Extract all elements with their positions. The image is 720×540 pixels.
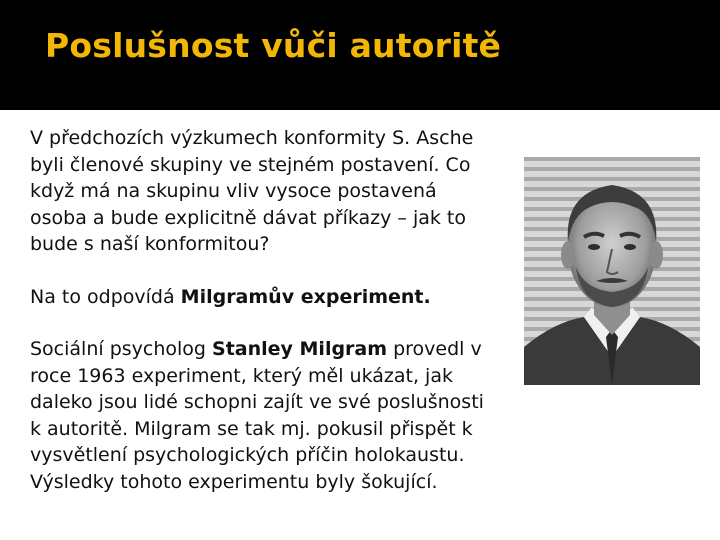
text-line: když má na skupinu vliv vysoce postavená	[30, 180, 437, 202]
slide-title: Poslušnost vůči autoritě	[45, 26, 502, 65]
text-fragment: Sociální psycholog	[30, 338, 213, 360]
answer-text: Na to odpovídá	[30, 285, 181, 308]
portrait-photo	[524, 157, 700, 385]
slide-body	[30, 125, 520, 521]
title-bar	[0, 0, 720, 110]
portrait-photo-icon	[524, 157, 700, 385]
text-fragment: provedl v	[387, 338, 482, 360]
paragraph-milgram	[30, 336, 520, 495]
text-line: k autoritě. Milgram se tak mj. pokusil přispět k	[30, 417, 473, 440]
text-line: bude s naší konformitou?	[30, 233, 270, 255]
paragraph-answer	[30, 284, 520, 311]
text-line: vysvětlení psychologických příčin holokaustu.	[30, 444, 465, 466]
text-line	[30, 284, 520, 311]
text-line: osoba a bude explicitně dávat příkazy – jak to	[30, 206, 467, 229]
experiment-name: Milgramův experiment.	[180, 285, 431, 308]
text-line: byli členové skupiny ve stejném postavení. Co	[30, 153, 471, 176]
paragraph-intro	[30, 125, 520, 258]
text-line: V předchozích výzkumech konformity S. Asche	[30, 127, 474, 149]
person-name: Stanley Milgram	[212, 338, 388, 360]
text-line: daleko jsou lidé schopni zajít ve své poslušnosti	[30, 391, 484, 413]
text-line	[30, 336, 520, 363]
text-line: Výsledky tohoto experimentu byly šokující.	[30, 470, 438, 493]
text-line: roce 1963 experiment, který měl ukázat, jak	[30, 364, 453, 387]
